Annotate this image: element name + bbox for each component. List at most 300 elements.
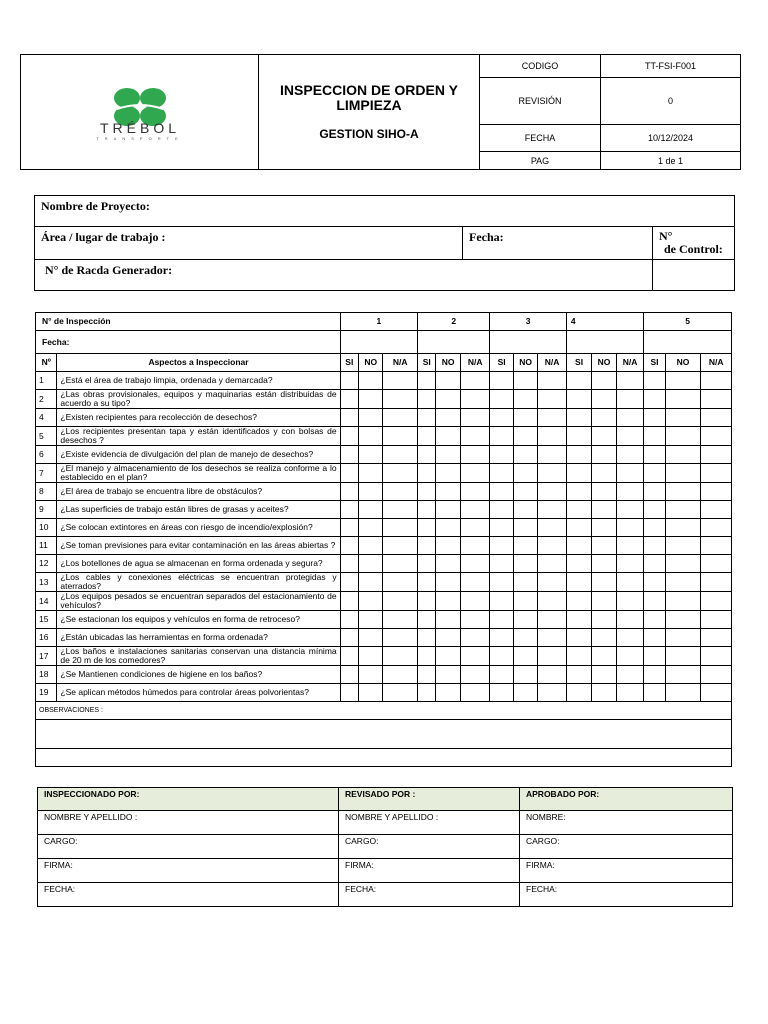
check-cell[interactable] [383,647,418,666]
check-cell[interactable] [538,611,567,629]
check-cell[interactable] [418,629,436,647]
racda-field[interactable] [35,260,653,291]
check-cell[interactable] [644,537,665,555]
check-cell[interactable] [616,647,644,666]
check-cell[interactable] [490,372,513,390]
check-cell[interactable] [418,555,436,573]
check-cell[interactable] [592,464,616,483]
check-cell[interactable] [340,629,358,647]
check-cell[interactable] [490,684,513,702]
check-cell[interactable] [513,501,537,519]
check-cell[interactable] [490,464,513,483]
check-cell[interactable] [513,464,537,483]
check-cell[interactable] [592,501,616,519]
check-cell[interactable] [490,427,513,446]
check-cell[interactable] [616,409,644,427]
check-cell[interactable] [418,390,436,409]
check-cell[interactable] [490,611,513,629]
check-cell[interactable] [513,684,537,702]
check-cell[interactable] [436,666,460,684]
check-cell[interactable] [538,592,567,611]
check-cell[interactable] [358,537,382,555]
check-cell[interactable] [460,390,490,409]
check-cell[interactable] [436,537,460,555]
check-cell[interactable] [644,555,665,573]
check-cell[interactable] [566,390,591,409]
check-cell[interactable] [358,446,382,464]
check-cell[interactable] [644,666,665,684]
check-cell[interactable] [513,647,537,666]
check-cell[interactable] [383,684,418,702]
check-cell[interactable] [566,611,591,629]
check-cell[interactable] [616,372,644,390]
check-cell[interactable] [460,464,490,483]
check-cell[interactable] [460,555,490,573]
check-cell[interactable] [701,427,732,446]
check-cell[interactable] [538,390,567,409]
check-cell[interactable] [358,684,382,702]
check-cell[interactable] [616,483,644,501]
check-cell[interactable] [436,573,460,592]
inspection-number-label: N° de Inspección [36,313,341,331]
check-cell[interactable] [592,666,616,684]
check-cell[interactable] [665,537,701,555]
observations-field[interactable] [36,720,732,749]
check-cell[interactable] [538,501,567,519]
check-cell[interactable] [566,684,591,702]
check-cell[interactable] [460,629,490,647]
check-cell[interactable] [383,555,418,573]
check-cell[interactable] [616,501,644,519]
check-cell[interactable] [358,409,382,427]
check-cell[interactable] [383,427,418,446]
check-cell[interactable] [490,409,513,427]
check-cell[interactable] [358,464,382,483]
check-cell[interactable] [340,519,358,537]
check-cell[interactable] [592,446,616,464]
check-cell[interactable] [566,573,591,592]
check-cell[interactable] [358,483,382,501]
check-cell[interactable] [436,684,460,702]
check-cell[interactable] [383,519,418,537]
check-cell[interactable] [418,464,436,483]
check-cell[interactable] [665,629,701,647]
check-cell[interactable] [460,519,490,537]
signature-field[interactable]: FIRMA: [520,859,733,883]
check-cell[interactable] [566,555,591,573]
check-cell[interactable] [490,629,513,647]
check-cell[interactable] [513,592,537,611]
check-cell[interactable] [644,573,665,592]
signature-field[interactable]: FECHA: [38,883,339,907]
check-cell[interactable] [460,684,490,702]
inspection-date-cell-1[interactable] [340,331,417,354]
check-cell[interactable] [538,446,567,464]
check-cell[interactable] [383,501,418,519]
check-cell[interactable] [644,592,665,611]
check-cell[interactable] [340,409,358,427]
signature-field[interactable]: NOMBRE Y APELLIDO : [339,811,520,835]
check-cell[interactable] [665,684,701,702]
check-cell[interactable] [665,372,701,390]
check-cell[interactable] [418,409,436,427]
check-cell[interactable] [340,611,358,629]
check-cell[interactable] [513,611,537,629]
check-cell[interactable] [340,592,358,611]
check-cell[interactable] [644,629,665,647]
check-cell[interactable] [616,464,644,483]
check-cell[interactable] [358,573,382,592]
check-cell[interactable] [665,501,701,519]
check-cell[interactable] [460,446,490,464]
check-cell[interactable] [358,555,382,573]
check-cell[interactable] [513,409,537,427]
check-cell[interactable] [418,573,436,592]
check-cell[interactable] [490,390,513,409]
check-cell[interactable] [513,573,537,592]
check-cell[interactable] [665,573,701,592]
check-cell[interactable] [358,592,382,611]
check-cell[interactable] [418,427,436,446]
check-cell[interactable] [418,611,436,629]
check-cell[interactable] [383,483,418,501]
inspection-date-cell-2[interactable] [418,331,490,354]
check-cell[interactable] [665,390,701,409]
check-cell[interactable] [701,501,732,519]
check-cell[interactable] [566,446,591,464]
signature-field[interactable]: FIRMA: [38,859,339,883]
check-cell[interactable] [383,611,418,629]
check-cell[interactable] [592,684,616,702]
check-cell[interactable] [701,483,732,501]
check-cell[interactable] [418,666,436,684]
check-cell[interactable] [616,611,644,629]
check-cell[interactable] [383,537,418,555]
check-cell[interactable] [460,537,490,555]
check-cell[interactable] [538,573,567,592]
check-cell[interactable] [418,592,436,611]
check-cell[interactable] [665,446,701,464]
signature-field[interactable]: FIRMA: [339,859,520,883]
check-cell[interactable] [358,427,382,446]
check-cell[interactable] [340,446,358,464]
check-cell[interactable] [665,464,701,483]
check-cell[interactable] [566,647,591,666]
checklist-row [36,427,732,446]
check-cell[interactable] [436,464,460,483]
check-cell[interactable] [513,519,537,537]
check-cell[interactable] [538,555,567,573]
check-cell[interactable] [644,427,665,446]
check-cell[interactable] [340,483,358,501]
check-cell[interactable] [490,555,513,573]
check-cell[interactable] [490,501,513,519]
check-cell[interactable] [358,372,382,390]
check-cell[interactable] [460,409,490,427]
check-cell[interactable] [592,519,616,537]
check-cell[interactable] [460,666,490,684]
check-cell[interactable] [340,464,358,483]
check-cell[interactable] [644,372,665,390]
check-cell[interactable] [418,446,436,464]
check-cell[interactable] [665,483,701,501]
check-cell[interactable] [538,537,567,555]
check-cell[interactable] [566,629,591,647]
check-cell[interactable] [701,592,732,611]
check-cell[interactable] [616,390,644,409]
check-cell[interactable] [340,666,358,684]
check-cell[interactable] [460,611,490,629]
check-cell[interactable] [358,390,382,409]
check-cell[interactable] [644,483,665,501]
signature-field[interactable]: CARGO: [339,835,520,859]
check-cell[interactable] [358,519,382,537]
check-cell[interactable] [490,666,513,684]
check-cell[interactable] [490,573,513,592]
check-cell[interactable] [701,629,732,647]
check-cell[interactable] [513,629,537,647]
check-cell[interactable] [616,666,644,684]
check-cell[interactable] [701,446,732,464]
check-cell[interactable] [383,666,418,684]
check-cell[interactable] [358,501,382,519]
check-cell[interactable] [538,372,567,390]
check-cell[interactable] [418,372,436,390]
check-cell[interactable] [436,427,460,446]
inspection-date-cell-4[interactable] [566,331,643,354]
area-field[interactable] [35,227,463,260]
check-cell[interactable] [592,372,616,390]
check-cell[interactable] [566,592,591,611]
check-cell[interactable] [701,573,732,592]
check-cell[interactable] [383,446,418,464]
check-cell[interactable] [665,519,701,537]
check-cell[interactable] [616,537,644,555]
check-cell[interactable] [538,409,567,427]
signature-field[interactable]: NOMBRE Y APELLIDO : [38,811,339,835]
check-cell[interactable] [460,573,490,592]
check-cell[interactable] [592,555,616,573]
check-cell[interactable] [513,446,537,464]
check-cell[interactable] [358,611,382,629]
check-cell[interactable] [436,629,460,647]
check-cell[interactable] [644,519,665,537]
check-cell[interactable] [418,519,436,537]
control-number-field[interactable] [653,227,735,260]
check-cell[interactable] [644,446,665,464]
check-cell[interactable] [616,684,644,702]
check-cell[interactable] [592,629,616,647]
check-cell[interactable] [358,647,382,666]
check-cell[interactable] [340,647,358,666]
observations-field[interactable] [36,749,732,767]
check-cell[interactable] [436,611,460,629]
check-cell[interactable] [616,427,644,446]
inspection-date-cell-5[interactable] [644,331,732,354]
check-cell[interactable] [701,464,732,483]
check-cell[interactable] [340,684,358,702]
check-cell[interactable] [566,464,591,483]
check-cell[interactable] [538,427,567,446]
check-cell[interactable] [616,446,644,464]
check-cell[interactable] [538,629,567,647]
check-cell[interactable] [701,666,732,684]
check-cell[interactable] [592,427,616,446]
check-cell[interactable] [513,372,537,390]
check-cell[interactable] [665,409,701,427]
check-cell[interactable] [418,483,436,501]
check-cell[interactable] [592,592,616,611]
check-cell[interactable] [592,409,616,427]
check-cell[interactable] [701,409,732,427]
checklist-row [36,446,732,464]
check-cell[interactable] [436,446,460,464]
check-cell[interactable] [340,501,358,519]
check-cell[interactable] [644,409,665,427]
check-cell[interactable] [701,537,732,555]
check-cell[interactable] [383,573,418,592]
check-cell[interactable] [460,592,490,611]
check-cell[interactable] [460,501,490,519]
check-cell[interactable] [383,464,418,483]
check-cell[interactable] [436,592,460,611]
check-cell[interactable] [418,647,436,666]
check-cell[interactable] [592,611,616,629]
check-cell[interactable] [340,372,358,390]
check-cell[interactable] [616,555,644,573]
check-cell[interactable] [665,427,701,446]
check-cell[interactable] [566,537,591,555]
check-cell[interactable] [592,573,616,592]
inspection-number-2: 2 [418,313,490,331]
check-cell[interactable] [566,372,591,390]
check-cell[interactable] [701,611,732,629]
check-cell[interactable] [644,501,665,519]
signature-field[interactable]: FECHA: [520,883,733,907]
project-name-field[interactable] [35,196,735,227]
check-cell[interactable] [418,684,436,702]
check-cell[interactable] [566,483,591,501]
check-cell[interactable] [644,390,665,409]
check-cell[interactable] [592,390,616,409]
check-cell[interactable] [592,647,616,666]
check-cell[interactable] [418,501,436,519]
check-cell[interactable] [340,427,358,446]
check-cell[interactable] [665,555,701,573]
check-cell[interactable] [436,409,460,427]
document-title-block [259,55,480,170]
check-cell[interactable] [616,519,644,537]
check-cell[interactable] [665,666,701,684]
check-cell[interactable] [644,684,665,702]
check-cell[interactable] [566,501,591,519]
check-cell[interactable] [701,390,732,409]
check-cell[interactable] [436,519,460,537]
check-cell[interactable] [340,555,358,573]
inspection-date-cell-3[interactable] [490,331,566,354]
check-cell[interactable] [358,629,382,647]
check-cell[interactable] [701,684,732,702]
check-cell[interactable] [490,537,513,555]
check-cell[interactable] [592,537,616,555]
check-cell[interactable] [616,629,644,647]
check-cell[interactable] [460,427,490,446]
check-cell[interactable] [460,372,490,390]
check-cell[interactable] [592,483,616,501]
check-cell[interactable] [701,555,732,573]
check-cell[interactable] [490,483,513,501]
check-cell[interactable] [358,666,382,684]
check-cell[interactable] [665,611,701,629]
check-cell[interactable] [538,483,567,501]
check-cell[interactable] [538,647,567,666]
date-field[interactable] [463,227,653,260]
check-cell[interactable] [566,666,591,684]
check-cell[interactable] [383,409,418,427]
check-cell[interactable] [644,464,665,483]
check-cell[interactable] [383,592,418,611]
check-cell[interactable] [490,446,513,464]
check-cell[interactable] [701,372,732,390]
signature-field[interactable]: NOMBRE: [520,811,733,835]
signature-field[interactable]: FECHA: [339,883,520,907]
check-cell[interactable] [513,427,537,446]
check-cell[interactable] [436,390,460,409]
check-cell[interactable] [490,647,513,666]
check-cell[interactable] [418,537,436,555]
check-cell[interactable] [538,684,567,702]
check-cell[interactable] [513,483,537,501]
check-cell[interactable] [538,464,567,483]
check-cell[interactable] [383,372,418,390]
check-cell[interactable] [340,537,358,555]
check-cell[interactable] [460,483,490,501]
check-cell[interactable] [566,519,591,537]
racda-label: N° de Racda Generador: [45,263,173,277]
check-cell[interactable] [538,666,567,684]
check-cell[interactable] [436,555,460,573]
check-cell[interactable] [383,390,418,409]
check-cell[interactable] [513,537,537,555]
check-cell[interactable] [460,647,490,666]
check-cell[interactable] [513,555,537,573]
check-cell[interactable] [566,409,591,427]
check-cell[interactable] [490,519,513,537]
check-cell[interactable] [616,573,644,592]
check-cell[interactable] [436,501,460,519]
check-cell[interactable] [665,592,701,611]
check-cell[interactable] [383,629,418,647]
check-cell[interactable] [616,592,644,611]
check-cell[interactable] [340,573,358,592]
check-cell[interactable] [644,611,665,629]
check-cell[interactable] [701,519,732,537]
check-cell[interactable] [340,390,358,409]
check-cell[interactable] [701,647,732,666]
signature-field[interactable]: CARGO: [520,835,733,859]
check-cell[interactable] [490,592,513,611]
check-cell[interactable] [436,647,460,666]
check-cell[interactable] [436,483,460,501]
check-cell[interactable] [566,427,591,446]
check-cell[interactable] [538,519,567,537]
check-cell[interactable] [644,647,665,666]
check-cell[interactable] [513,666,537,684]
signature-field[interactable]: CARGO: [38,835,339,859]
check-cell[interactable] [513,390,537,409]
check-cell[interactable] [436,372,460,390]
check-cell[interactable] [665,647,701,666]
